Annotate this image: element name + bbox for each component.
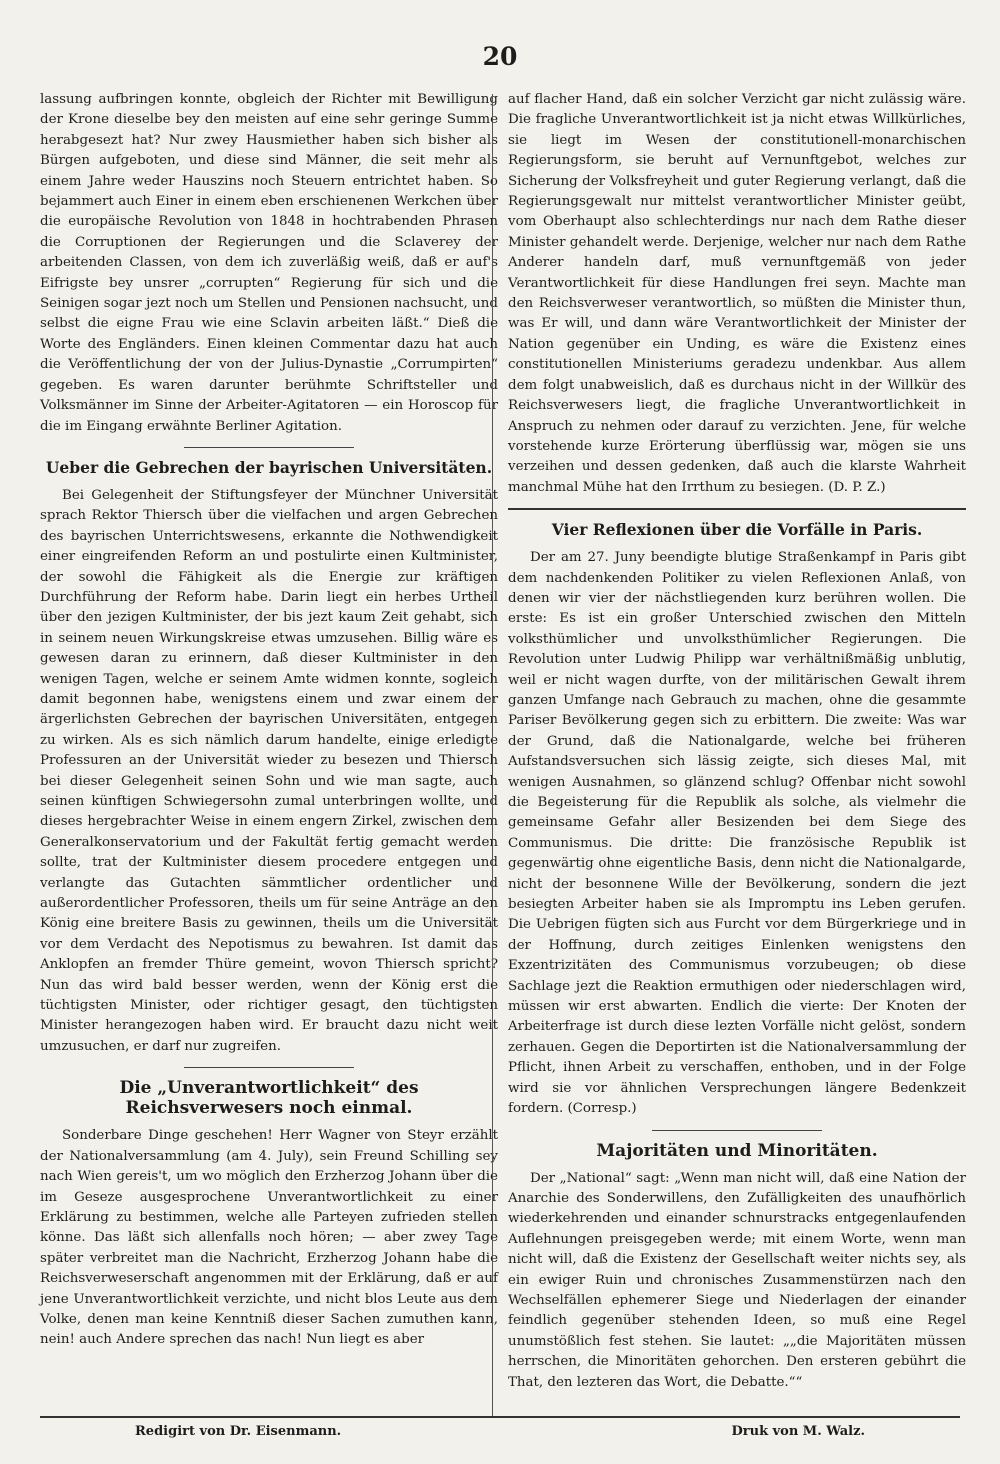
right-column xyxy=(508,90,966,1393)
section-divider xyxy=(184,1067,354,1068)
heading-bavarian-universities: Ueber die Gebrechen der bayrischen Universitäten. xyxy=(45,457,493,477)
bavarian-universities-paragraph: Bei Gelegenheit der Stiftungsfeyer der Münchner Universität sprach Rektor Thiersch über die vielfachen und argen Gebrechen des bayrischen Unterrichtswesens, erkannte die Nothwendigkeit einer eingreifenden Reform an und postulirte einen Kultminister, der sowohl die Fähigkeit als die Energie zur kräftigen Durchführung der Reform habe. Darin liegt ein herbes Urtheil über den jezigen Kultminister, der bis jezt kaum Zeit gehabt, sich in seinem neuen Wirkungskreise etwas umzusehen. Billig wäre es gewesen daran zu erinnern, daß dieser Kultminister in den wenigen Tagen, welche er seinem Amte widmen konnte, sogleich damit begonnen habe, wenigstens einem und zwar einem der ärgerlichsten Gebrechen der bayrischen Universitäten, entgegen zu wirken. Als es sich nämlich darum handelte, einige erledigte Professuren an der Universität wieder zu besezen und Thiersch bei dieser Gelegenheit seinen Sohn und wie man sagte, auch seinen künftigen Schwiegersohn zumal unterbringen wollte, und dieses hergebrachter Weise in einem engern Zirkel, zwischen dem Generalkonservatorium und der Fakultät fertig gemacht werden sollte, trat der Kultminister diesem procedere entgegen und verlangte das Gutachten sämmtlicher ordentlicher und außerordentlicher Professoren, theils um für seine Anträge an den König eine breitere Basis zu gewinnen, theils um die Universität vor dem Verdacht des Nepotismus zu bewahren. Ist damit das Anklopfen an fremder Thüre gemeint, wovon Thiersch spricht? Nun das wird bald besser werden, wenn der König erst die tüchtigsten Minister, oder richtiger gesagt, den tüchtigsten Minister herangezogen haben wird. Er braucht dazu nicht weit umzusuchen, er darf nur zugreifen. xyxy=(40,487,498,1054)
section-divider xyxy=(508,508,966,510)
page-footer xyxy=(40,1416,960,1439)
paris-reflections-paragraph: Der am 27. Juny beendigte blutige Straßenkampf in Paris gibt dem nachdenkenden Politiker zu vielen Reflexionen Anlaß, von denen wir vier der nächstliegenden kurz berühren wollen. Die erste: Es ist ein großer Unterschied zwischen den Mitteln volksthümlicher und unvolksthümlicher Regierungen. Die Revolution unter Ludwig Philipp war verhältnißmäßig unblutig, weil er nicht wagen durfte, von der militärischen Gewalt ihrem ganzen Umfange nach Gebrauch zu machen, ohne die gesammte Pariser Bevölkerung gegen sich zu erbittern. Die zweite: Was war der Grund, daß die Nationalgarde, welche bei früheren Aufstandsversuchen sich lässig zeigte, sich dieses Mal, mit wenigen Ausnahmen, so glänzend schlug? Offenbar nicht sowohl die Begeisterung für die Republik als solche, als vielmehr die gemeinsame Gefahr aller Besizenden bei dem Siege des Communismus. Die dritte: Die französische Republik ist gegenwärtig ohne eigentliche Basis, denn nicht die Nationalgarde, nicht der besonnene Wille der Bevölkerung, sondern die jezt besiegten Arbeiter haben sie als Impromptu ins Leben gerufen. Die Uebrigen fügten sich aus Furcht vor dem Bürgerkriege und in der Hoffnung, durch zeitiges Einlenken wenigstens den Exzentrizitäten des Communismus vorzubeugen; ob diese Sachlage jezt die Reaktion ermuthigen oder niederschlagen wird, müssen wir erst abwarten. Endlich die vierte: Der Knoten der Arbeiterfrage ist durch diese lezten Vorfälle nicht gelöst, sondern zerhauen. Gegen die Deportirten ist die Nationalversammlung der Pflicht, ihnen Arbeit zu verschaffen, enthoben, und in der Folge wird sie vor ähnlichen Versprechungen längere Bedenkzeit fordern. (Corresp.) xyxy=(508,550,966,1117)
column-separator xyxy=(492,94,493,1418)
section-divider xyxy=(184,447,354,448)
majorities-paragraph: Der „National“ sagt: „Wenn man nicht will, daß eine Nation der Anarchie des Sonderwillens, den Zufälligkeiten des unaufhörlich wiederkehrenden und einander schnurstracks entgegenlaufenden Auflehnungen preisgegeben werde; mit einem Worte, wenn man nicht will, daß die Existenz der Gesellschaft weiter nichts sey, als ein ewiger Ruin und chronisches Zusammenstürzen nach den Wechselfällen ephemerer Siege und Niederlagen der einander feindlich gegenüber stehenden Ideen, so muß eine Regel unumstößlich fest stehen. Sie lautet: „„die Majoritäten müssen herrschen, die Minoritäten gehorchen. Den ersteren gebührt die That, den lezteren das Wort, die Debatte.““ xyxy=(508,1170,966,1390)
article-continuation-paragraph: lassung aufbringen konnte, obgleich der Richter mit Bewilligung der Krone dieselbe bey den meisten auf eine sehr geringe Summe herabgesezt hat? Nur zwey Hausmiether haben sich bisher als Bürgen aufgeboten, und diese sind Männer, die seit mehr als einem Jahre weder Hauszins noch Steuern entrichtet haben. So bejammert auch Einer in einem eben erschienenen Werkchen über die europäische Revolution von 1848 in hochtrabenden Phrasen die Corruptionen der Regierungen und die Sclaverey der arbeitenden Classen, von dem ich zuverläßig weiß, daß er auf's Eifrigste bey unsrer „corrupten“ Regierung für sich und die Seinigen sogar jezt noch um Stellen und Pensionen nachsucht, und selbst die eigne Frau wie eine Sclavin arbeiten läßt.“ Dieß die Worte des Engländers. Einen kleinen Commentar dazu hat auch die Veröffentlichung der von der Julius-Dynastie „Corrumpirten“ gegeben. Es waren darunter berühmte Schriftsteller und Volksmänner im Sinne der Arbeiter-Agitatoren — ein Horoscop für die im Eingang erwähnte Berliner Agitation. xyxy=(40,92,498,434)
reichsverweser-paragraph: Sonderbare Dinge geschehen! Herr Wagner von Steyr erzählt der Nationalversammlung (am 4. July), sein Freund Schilling sey nach Wien gereis't, um wo möglich den Erzherzog Johann über die im Geseze ausgesprochene Unverantwortlichkeit zu einer Erklärung zu bestimmen, welche alle Parteyen zufrieden stellen könne. Das läßt sich allenfalls noch hören; — aber zwey Tage später verbreitet man die Nachricht, Erzherzog Johann habe die Reichsverweserschaft angenommen mit der Erklärung, daß er auf jene Unverantwortlichkeit verzichte, und nicht blos Leute aus dem Volke, denen man keine Kenntniß dieser Sachen zumuthen kann, nein! auch Andere sprechen das nach! Nun liegt es aber xyxy=(40,1128,498,1348)
left-column xyxy=(40,90,498,1351)
heading-paris-reflections: Vier Reflexionen über die Vorfälle in Paris. xyxy=(551,520,923,540)
reichsverweser-continuation-paragraph: auf flacher Hand, daß ein solcher Verzicht gar nicht zulässig wäre. Die fragliche Unverantwortlichkeit ist ja nicht etwas Willkürliches, sie liegt im Wesen der constitutionell-monarchischen Regierungsform, sie beruht auf Vernunftgebot, welches zur Sicherung der Volksfreyheit und guter Regierung verlangt, daß die Regierungsgewalt nur mittelst verantwortlicher Minister geübt, vom Oberhaupt also schlechterdings nur nach dem Rathe dieser Minister gehandelt werde. Derjenige, welcher nur nach dem Rathe Anderer handeln darf, muß vernunftgemäß von jeder Verantwortlichkeit für diese Handlungen frei seyn. Machte man den Reichsverweser verantwortlich, so müßten die Minister thun, was Er will, und dann wäre Verantwortlichkeit der Minister der Nation gegenüber ein Unding, es wäre die Existenz eines constitutionellen Ministeriums geradezu undenkbar. Aus allem dem folgt unabweislich, daß es durchaus nicht in der Willkür des Reichsverwesers liegt, die fragliche Unverantwortlichkeit in Anspruch zu nehmen oder darauf zu verzichten. Jene, für welche vorstehende kurze Erörterung überflüssig war, mögen sie uns verzeihen und dessen gedenken, daß auch die klarste Wahrheit manchmal Mühe hat den Irrthum zu besiegen. (D. P. Z.) xyxy=(508,92,966,495)
page-number: 20 xyxy=(482,42,518,71)
editor-credit: Redigirt von Dr. Eisenmann. xyxy=(135,1424,342,1439)
heading-majorities: Majoritäten und Minoritäten. xyxy=(596,1140,878,1161)
heading-reichsverweser: Die „Unverantwortlichkeit“ des Reichsverwesers noch einmal. xyxy=(119,1078,419,1119)
printer-credit: Druk von M. Walz. xyxy=(731,1424,865,1439)
section-divider xyxy=(652,1130,822,1131)
